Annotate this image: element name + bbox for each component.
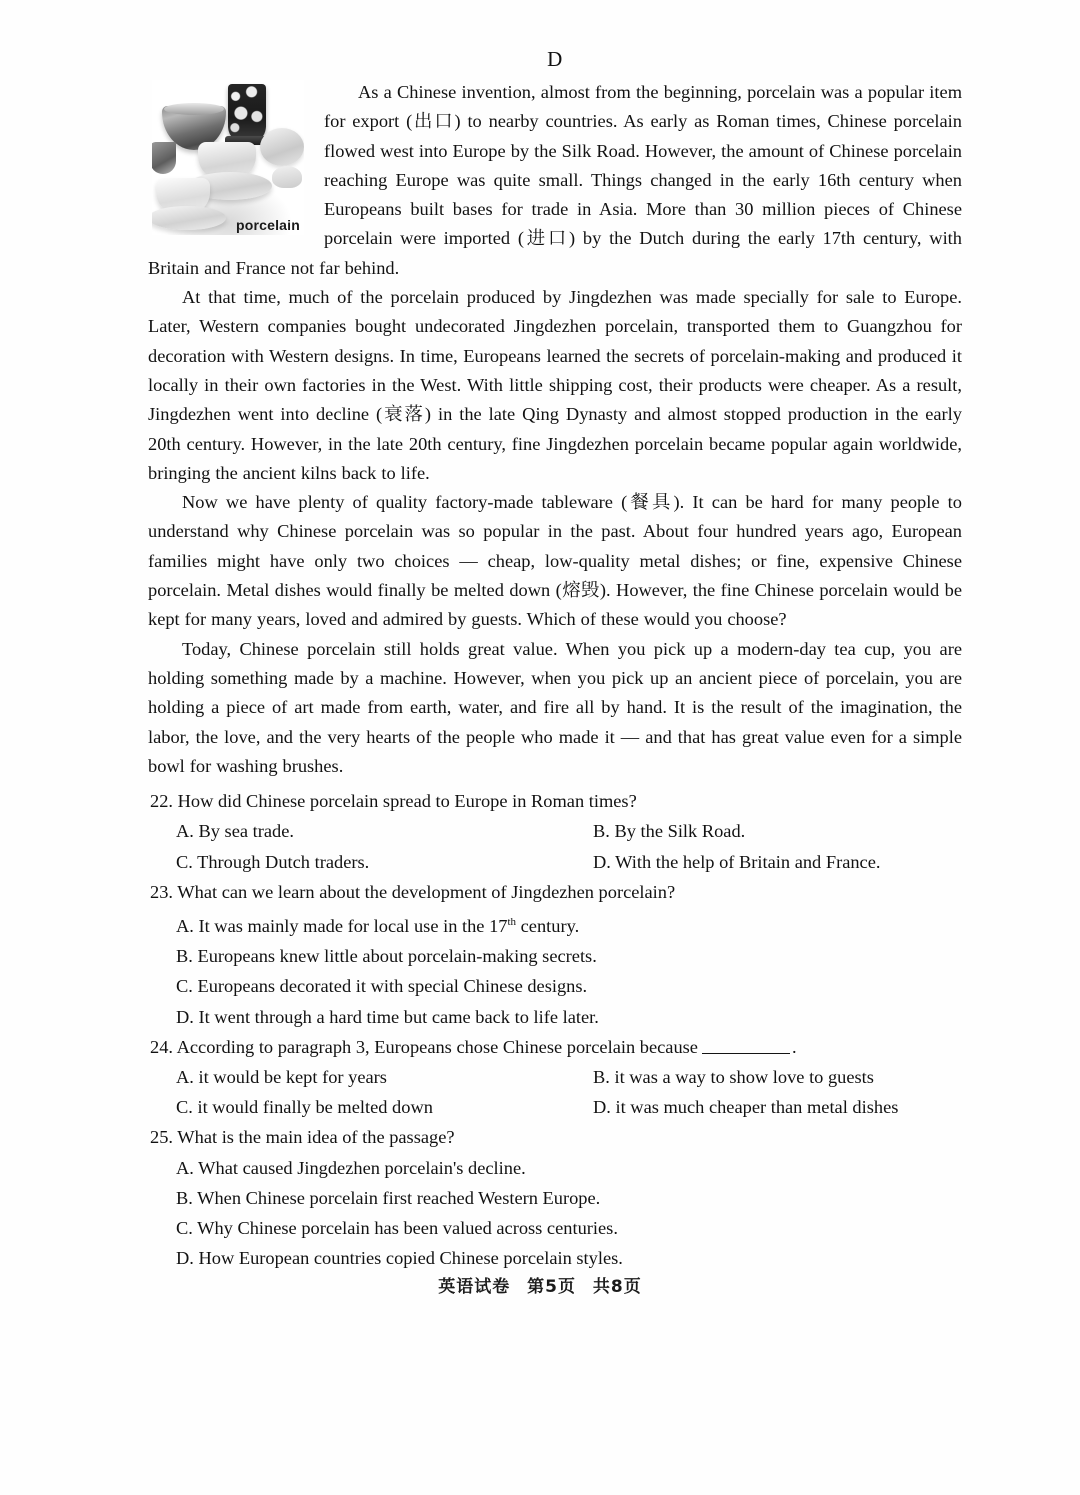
question-25-option-d[interactable]: D. How European countries copied Chinese porcelain styles. [176, 1248, 623, 1269]
question-23-stem [148, 877, 962, 907]
question-22-option-a[interactable]: A. By sea trade. [176, 821, 294, 842]
question-22-stem [148, 786, 962, 816]
porcelain-photo [152, 80, 304, 235]
answer-blank[interactable] [702, 1053, 790, 1054]
question-23-option-b[interactable]: B. Europeans knew little about porcelain-making secrets. [176, 946, 597, 967]
footer-current-page: 第5页 [527, 1277, 576, 1297]
ordinal-suffix: th [507, 915, 517, 928]
question-24-options [148, 1062, 962, 1122]
question-23 [148, 877, 962, 1032]
footer-paper-name: 英语试卷 [438, 1277, 511, 1297]
page-footer [0, 1272, 1080, 1297]
question-25-stem [148, 1122, 962, 1152]
question-24-option-b[interactable]: B. it was a way to show love to guests [593, 1067, 874, 1088]
right-fragment-shape [272, 166, 302, 188]
question-22-options [148, 816, 962, 876]
question-24-number: 24. [150, 1036, 173, 1057]
question-22-option-d[interactable]: D. With the help of Britain and France. [593, 851, 881, 872]
question-23-option-d[interactable]: D. It went through a hard time but came back to life later. [176, 1006, 599, 1027]
question-22 [148, 786, 962, 877]
left-saucer-shape [152, 206, 226, 230]
right-saucer-shape [260, 128, 304, 166]
left-fragment-shape [152, 142, 176, 174]
passage-paragraph-3: Now we have plenty of quality factory-made tableware (餐具). It can be hard for many people to understand why Chinese porcelain was so popular in the past. About four hundred years ago, European families might have only two choices — cheap, low-quality metal dishes; or fine, expensive Chinese porcelain. Metal dishes would finally be melted down (熔毁). However, the fine Chinese porcelain would be kept for many years, loved and admired by guests. Which of these would you choose? [148, 492, 962, 630]
figure-caption: porcelain [235, 217, 300, 233]
question-22-text: How did Chinese porcelain spread to Europe in Roman times? [177, 791, 637, 812]
question-22-option-c[interactable]: C. Through Dutch traders. [176, 851, 370, 872]
question-25-option-a[interactable]: A. What caused Jingdezhen porcelain's decline. [176, 1157, 526, 1178]
question-24-text: According to paragraph 3, Europeans chose Chinese porcelain because [176, 1036, 698, 1057]
patterned-vase-shape [228, 84, 266, 140]
passage-paragraph-2: At that time, much of the porcelain produced by Jingdezhen was made specially for sale to Europe. Later, Western companies bought undecorated Jingdezhen porcelain, transported them to Guangzhou for decoration with Western designs. In time, Europeans learned the secrets of porcelain-making and produced it locally in their own factories in the West. With little shipping cost, their products were cheaper. As a result, Jingdezhen went into decline (衰落) in the late Qing Dynasty and almost stopped production in the early 20th century. However, in the late 20th century, fine Jingdezhen porcelain became popular again worldwide, bringing the ancient kilns back to life. [148, 287, 962, 483]
question-24-text-end: . [791, 1036, 797, 1057]
section-letter-heading: D [547, 47, 563, 71]
question-22-option-b[interactable]: B. By the Silk Road. [593, 821, 746, 842]
question-23-option-c[interactable]: C. Europeans decorated it with special Chinese designs. [176, 976, 588, 997]
question-23-text: What can we learn about the development of Jingdezhen porcelain? [177, 881, 676, 902]
question-24 [148, 1032, 962, 1123]
question-25-option-c[interactable]: C. Why Chinese porcelain has been valued across centuries. [176, 1218, 618, 1239]
question-25-number: 25. [150, 1127, 173, 1148]
passage-paragraph-1: As a Chinese invention, almost from the beginning, porcelain was a popular item for export (出口) to nearby countries. As early as Roman times, Chinese porcelain flowed west into Europe by the Silk Road. However, the amount of Chinese porcelain reaching Europe was quite small. Things changed in the early 16th century when Europeans built bases for trade in Asia. More than 30 million pieces of Chinese porcelain were imported (进口) by the Dutch during the early 17th century, with Britain and France not far behind. [148, 82, 962, 278]
question-25-text: What is the main idea of the passage? [177, 1127, 455, 1148]
question-22-number: 22. [150, 791, 173, 812]
question-23-options [148, 907, 962, 1032]
question-24-option-d[interactable]: D. it was much cheaper than metal dishes [593, 1097, 899, 1118]
question-24-option-c[interactable]: C. it would finally be melted down [176, 1097, 433, 1118]
page-content [148, 46, 962, 1274]
footer-total-pages: 共8页 [592, 1277, 642, 1297]
passage-paragraph-4: Today, Chinese porcelain still holds great value. When you pick up a modern-day tea cup, you are holding something made by a machine. However, when you pick up an ancient piece of porcelain, you are holding a piece of art made from earth, water, and fire all by hand. It is the result of the imagination, the labor, the love, and the very hearts of the people who made it — and that has great value even for a simple bowl for washing brushes. [148, 638, 962, 776]
question-24-option-a[interactable]: A. it would be kept for years [176, 1067, 387, 1088]
porcelain-figure [152, 80, 310, 235]
questions-list [148, 786, 962, 1273]
question-23-option-a[interactable]: A. It was mainly made for local use in the 17th century. [176, 915, 580, 937]
question-25-option-b[interactable]: B. When Chinese porcelain first reached Western Europe. [176, 1187, 601, 1208]
question-23-number: 23. [150, 881, 173, 902]
question-25 [148, 1122, 962, 1273]
question-25-options [148, 1153, 962, 1274]
question-24-stem [148, 1032, 962, 1062]
